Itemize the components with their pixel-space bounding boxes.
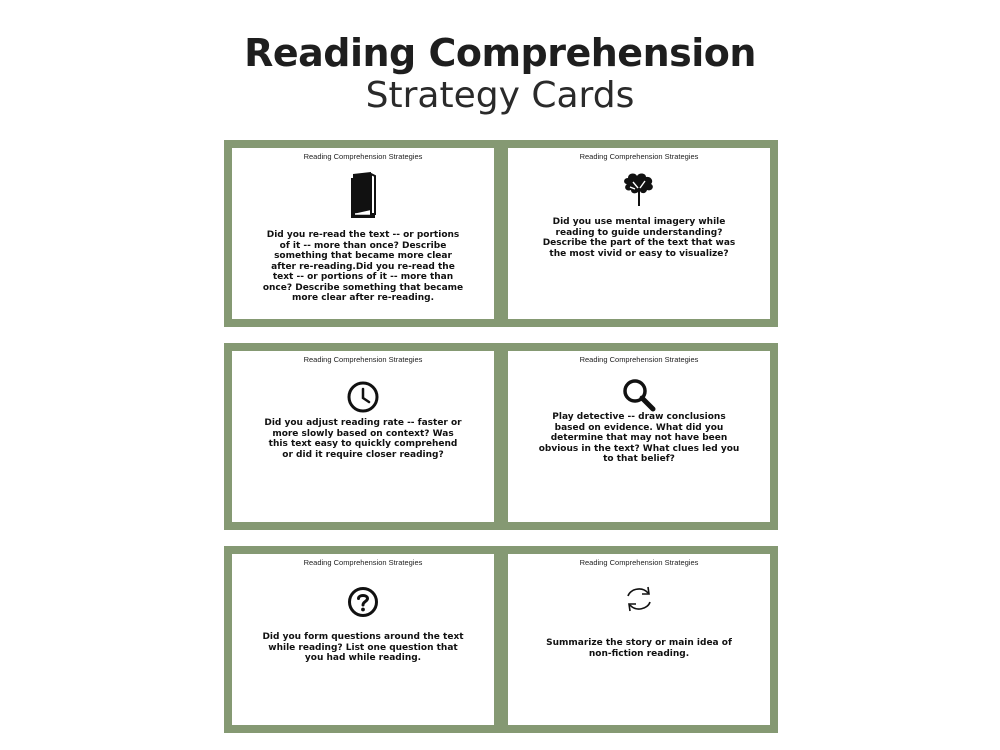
refresh-icon (623, 583, 655, 619)
card-header: Reading Comprehension Strategies (579, 152, 699, 161)
card-text: Did you adjust reading rate -- faster or more slowly based on context? Was this text easy to quickly comprehend or did it require closer reading? (264, 418, 462, 460)
card-text: Play detective -- draw conclusions based on evidence. What did you determine that may not have been obvious in the text? What clues led you to that belief? (538, 412, 740, 464)
card-row-2 (224, 343, 778, 530)
clock-icon (346, 380, 380, 418)
card-header: Reading Comprehension Strategies (303, 558, 423, 567)
card-text: Did you form questions around the text while reading? List one question that you had while reading. (262, 632, 464, 663)
card-text: Did you re-read the text -- or portions of it -- more than once? Describe something that became more clear after re-reading.Did you re-read the text -- or portions of it -- more than once? Describe something that became more clear after re-reading. (262, 230, 464, 303)
magnifier-icon (621, 377, 657, 417)
question-icon (347, 586, 379, 622)
strategy-card-questions (232, 554, 494, 725)
page-subtitle: Strategy Cards (365, 75, 635, 116)
card-header: Reading Comprehension Strategies (579, 558, 699, 567)
strategy-card-imagery (508, 148, 770, 319)
card-text: Did you use mental imagery while reading to guide understanding? Describe the part of the text that was the most vivid or easy to visualize? (542, 217, 736, 259)
card-text: Summarize the story or main idea of non-fiction reading. (546, 638, 732, 659)
card-header: Reading Comprehension Strategies (303, 355, 423, 364)
strategy-card-summarize (508, 554, 770, 725)
strategy-card-detective (508, 351, 770, 522)
card-header: Reading Comprehension Strategies (579, 355, 699, 364)
book-icon (347, 170, 379, 226)
strategy-card-reread (232, 148, 494, 319)
brain-tree-icon (619, 170, 659, 214)
strategy-card-reading-rate (232, 351, 494, 522)
card-row-1 (224, 140, 778, 327)
card-header: Reading Comprehension Strategies (303, 152, 423, 161)
page-title: Reading Comprehension (244, 31, 756, 75)
card-row-3 (224, 546, 778, 733)
